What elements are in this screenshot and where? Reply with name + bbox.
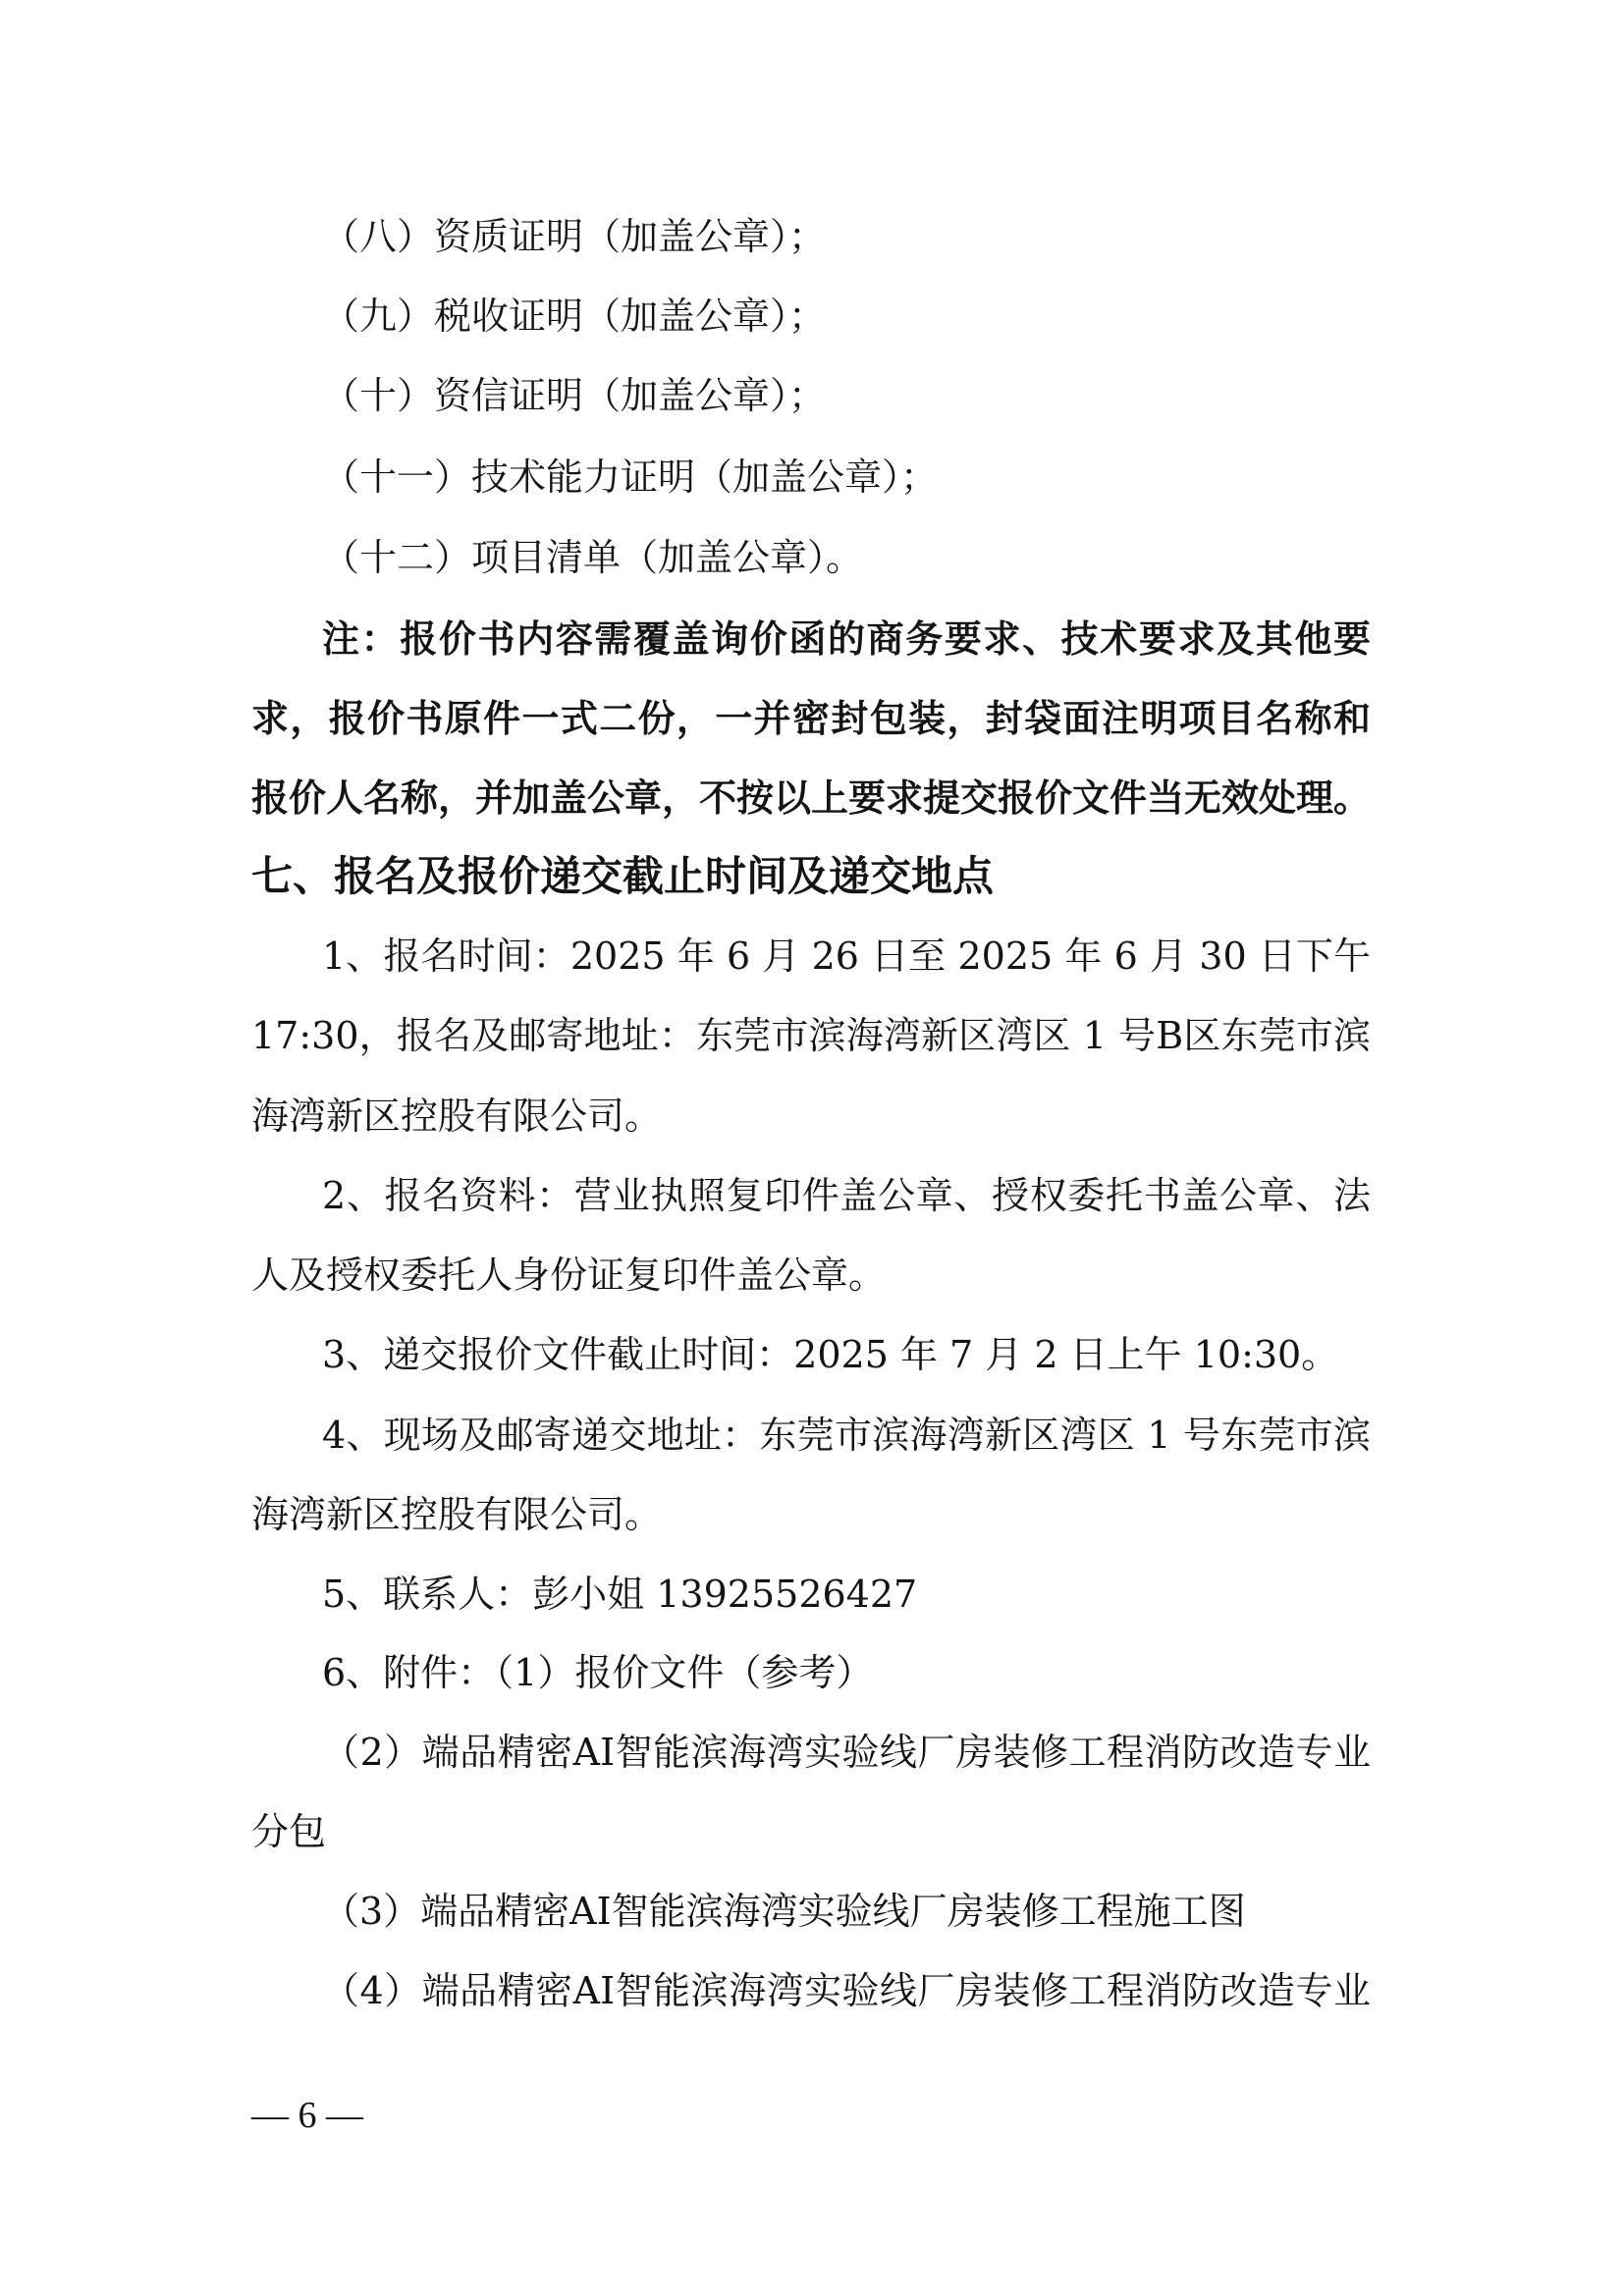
note-line: 求，报价书原件一式二份，一并密封包装，封袋面注明项目名称和	[251, 696, 1371, 740]
list-item: （十一）技术能力证明（加盖公章）；	[322, 455, 939, 499]
paragraph-line: 海湾新区控股有限公司。	[251, 1493, 663, 1536]
paragraph-line: 3、递交报价文件截止时间：2025 年 7 月 2 日上午 10:30。	[322, 1333, 1339, 1376]
paragraph-line: 5、联系人：彭小姐 13925526427	[322, 1573, 918, 1616]
paragraph-line: （3）端品精密AI智能滨海湾实验线厂房装修工程施工图	[322, 1890, 1246, 1933]
paragraph-line: 1、报名时间：2025 年 6 月 26 日至 2025 年 6 月 30 日下午	[322, 934, 1371, 978]
paragraph-line: 4、现场及邮寄递交地址：东莞市滨海湾新区湾区 1 号东莞市滨	[322, 1414, 1371, 1457]
list-item: （九）税收证明（加盖公章）；	[322, 294, 827, 338]
paragraph-line: 17:30，报名及邮寄地址：东莞市滨海湾新区湾区 1 号B区东莞市滨	[251, 1014, 1371, 1057]
paragraph-line: 分包	[251, 1810, 327, 1853]
list-item: （十二）项目清单（加盖公章）。	[322, 536, 864, 579]
paragraph-line: 6、附件：（1）报价文件（参考）	[322, 1651, 874, 1694]
note-line: 注：报价书内容需覆盖询价函的商务要求、技术要求及其他要	[322, 616, 1371, 661]
list-item: （十）资信证明（加盖公章）；	[322, 374, 827, 417]
paragraph-line: （2）端品精密AI智能滨海湾实验线厂房装修工程消防改造专业	[322, 1731, 1371, 1774]
list-item: （八）资质证明（加盖公章）；	[322, 215, 827, 258]
paragraph-line: 人及授权委托人身份证复印件盖公章。	[251, 1254, 887, 1297]
paragraph-line: （4）端品精密AI智能滨海湾实验线厂房装修工程消防改造专业	[322, 1969, 1371, 2012]
paragraph-line: 海湾新区控股有限公司。	[251, 1095, 663, 1138]
section-heading: 七、报名及报价递交截止时间及递交地点	[251, 852, 995, 900]
note-line: 报价人名称，并加盖公章，不按以上要求提交报价文件当无效处理。	[251, 775, 1372, 820]
paragraph-line: 2、报名资料：营业执照复印件盖公章、授权委托书盖公章、法	[322, 1174, 1371, 1217]
page-number: — 6 —	[251, 2095, 363, 2136]
